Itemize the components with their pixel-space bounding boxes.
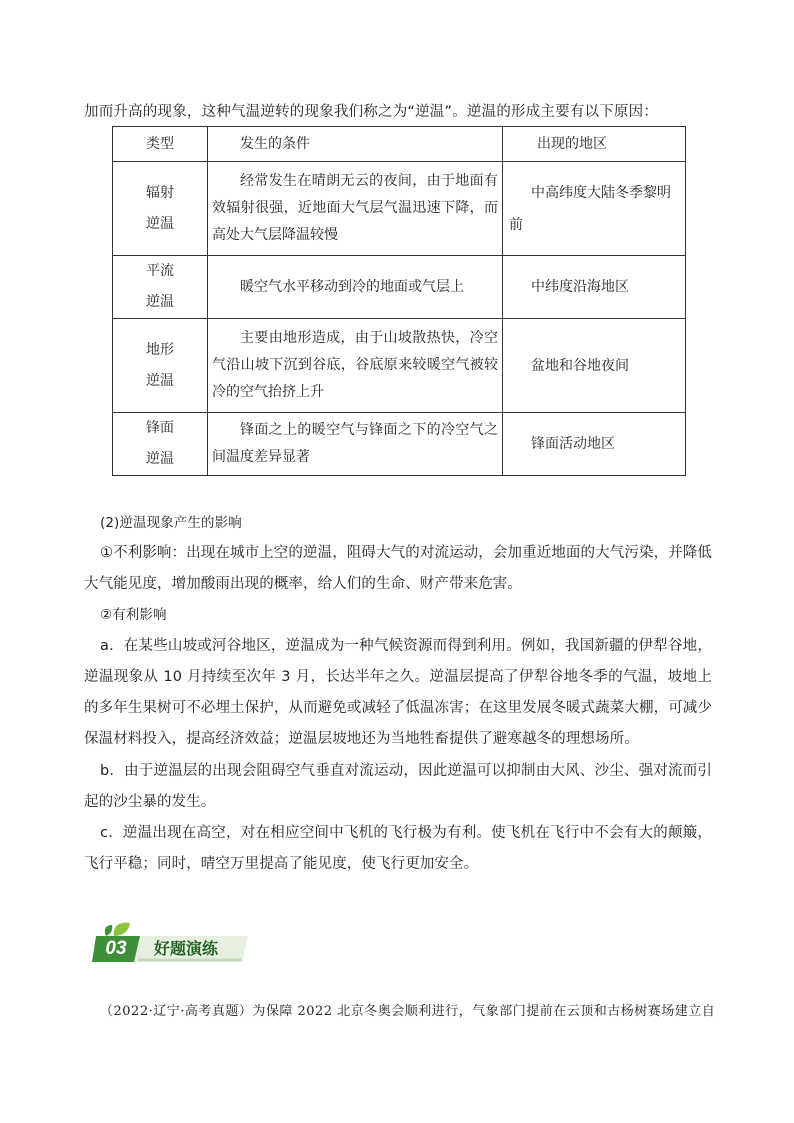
badge-number: 03	[105, 938, 127, 959]
row-area: 盆地和谷地夜间	[503, 319, 686, 413]
row-type: 锋面逆温	[113, 413, 208, 476]
row-type: 平流逆温	[113, 256, 208, 319]
benefit-item-b: b．由于逆温层的出现会阻碍空气垂直对流运动，因此逆温可以抑制由大风、沙尘、强对流而引起的沙尘暴的发生。	[84, 763, 712, 810]
intro-text: 加而升高的现象，这种气温逆转的现象我们称之为“逆温”。逆温的形成主要有以下原因：	[84, 104, 659, 120]
row-condition: 暖空气水平移动到冷的地面或气层上	[208, 256, 503, 319]
section-heading: (2)逆温现象产生的影响	[100, 515, 242, 531]
section-badge	[92, 922, 252, 964]
beneficial-heading: ②有利影响	[100, 607, 167, 623]
adverse-effects-paragraph: ①不利影响：出现在城市上空的逆温，阻碍大气的对流运动，会加重近地面的大气污染，并降低大气能见度，增加酸雨出现的概率，给人们的生命、财产带来危害。	[84, 545, 712, 592]
question-intro: （2022·辽宁·高考真题）为保障 2022 北京冬奥会顺利进行，气象部门提前在云顶和古杨树赛场建立自	[100, 1004, 716, 1019]
table-header-row	[113, 127, 686, 162]
header-condition: 发生的条件	[208, 127, 503, 162]
row-area: 锋面活动地区	[503, 413, 686, 476]
table-row	[113, 413, 686, 476]
header-type: 类型	[113, 127, 208, 162]
badge-title: 好题演练	[154, 939, 219, 958]
header-area: 出现的地区	[503, 127, 686, 162]
table-row	[113, 162, 686, 256]
row-condition: 主要由地形造成，由于山坡散热快，冷空气沿山坡下沉到谷底，谷底原来较暖空气被较冷的空气抬挤上升	[208, 319, 503, 413]
benefit-item-a: a．在某些山坡或河谷地区，逆温成为一种气候资源而得到利用。例如，我国新疆的伊犁谷地，逆温现象从 10 月持续至次年 3 月，长达半年之久。逆温层提高了伊犁谷地冬季的气温，坡地上的多年生果树可不必埋土保护，从而避免或减轻了低温冻害；在这里发展冬暖式蔬菜大棚，可减少保温材料投入，提高经济效益；逆温层坡地还为当地牲畜提供了避寒越冬的理想场所。	[84, 638, 712, 747]
table-row	[113, 319, 686, 413]
benefit-item-c: c．逆温出现在高空，对在相应空间中飞机的飞行极为有利。使飞机在飞行中不会有大的颠簸，飞行平稳；同时，晴空万里提高了能见度，使飞行更加安全。	[84, 825, 712, 872]
row-type: 辐射逆温	[113, 162, 208, 256]
row-area: 中纬度沿海地区	[503, 256, 686, 319]
table-row	[113, 256, 686, 319]
row-type: 地形逆温	[113, 319, 208, 413]
inversion-types-table	[112, 126, 686, 476]
row-area: 中高纬度大陆冬季黎明前	[503, 162, 686, 256]
row-condition: 锋面之上的暖空气与锋面之下的冷空气之间温度差异显著	[208, 413, 503, 476]
row-condition: 经常发生在晴朗无云的夜间，由于地面有效辐射很强，近地面大气层气温迅速下降，而高处大气层降温较慢	[208, 162, 503, 256]
